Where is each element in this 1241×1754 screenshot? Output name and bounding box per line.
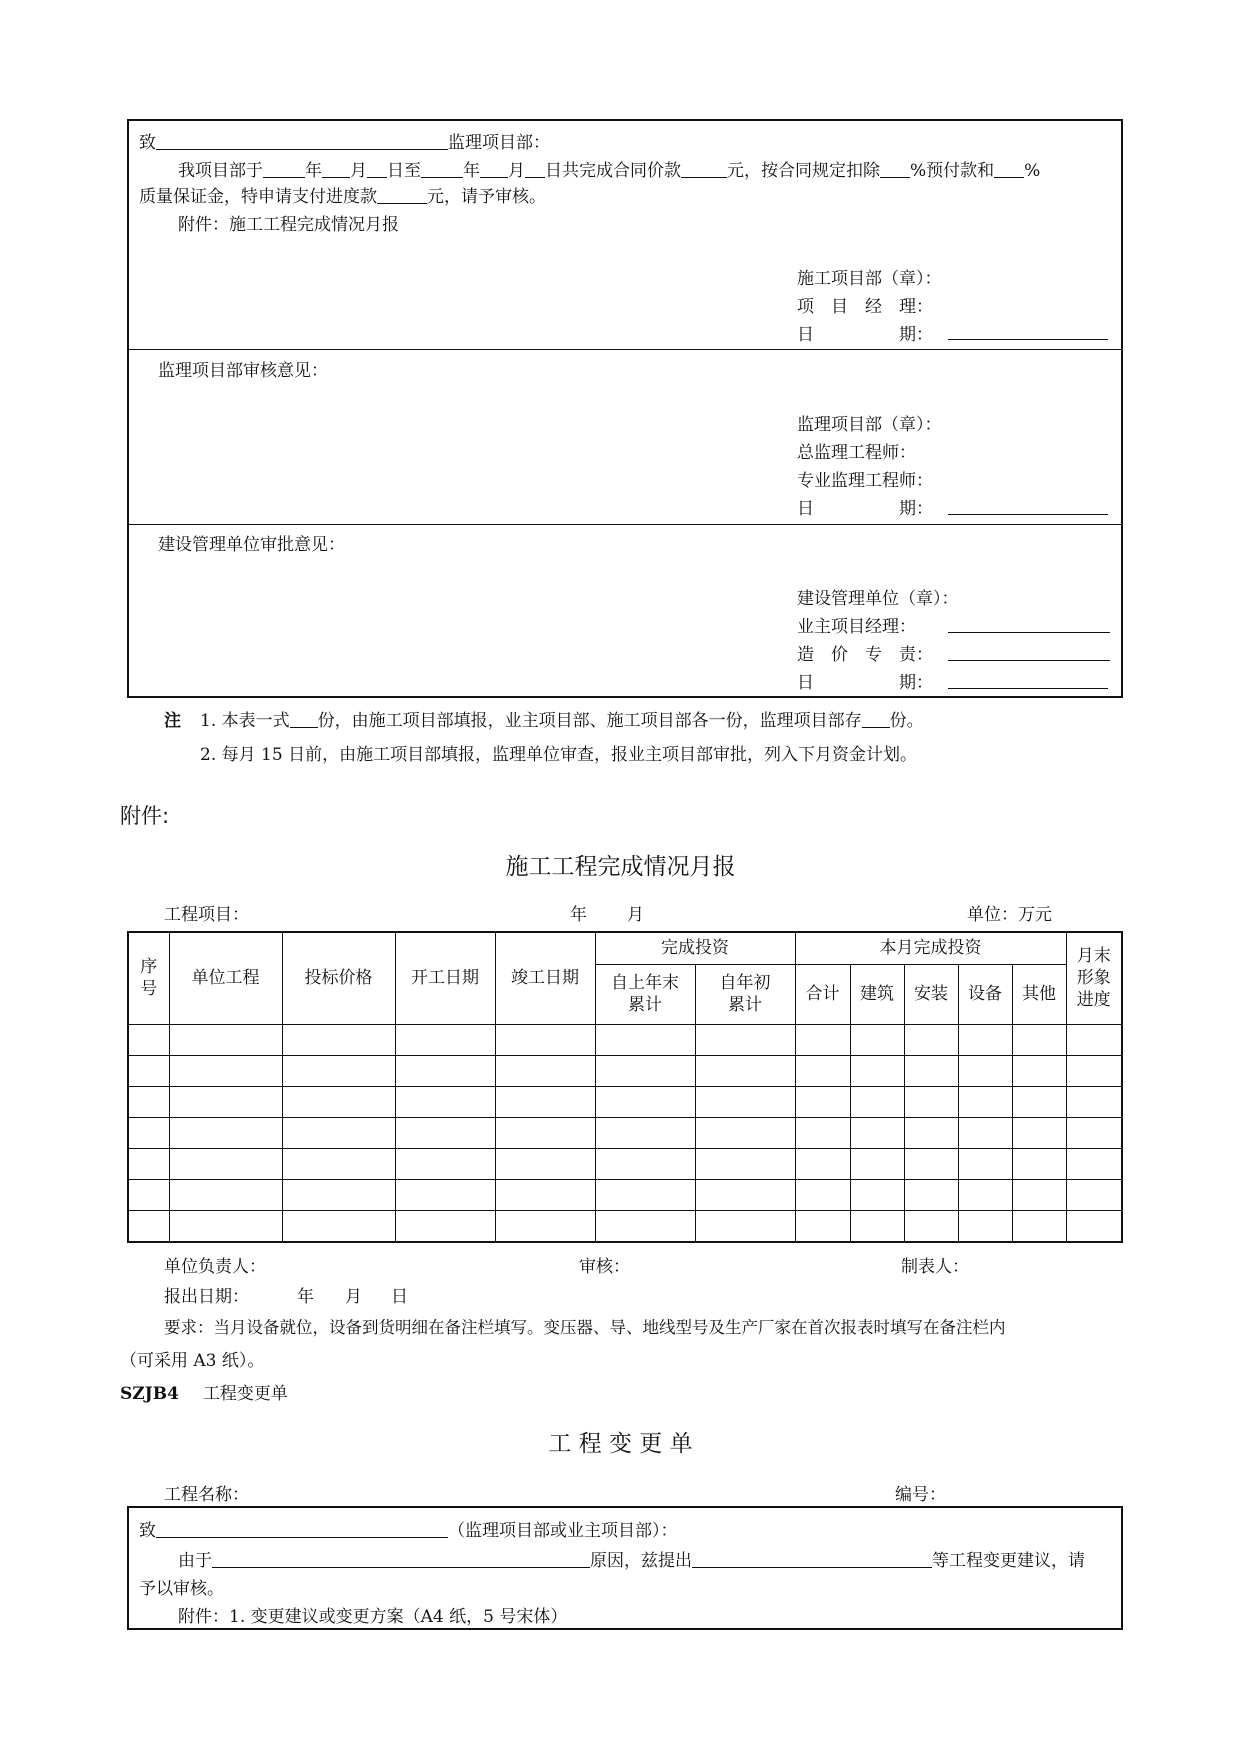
date-year: 年 [297,1287,314,1307]
table-cell[interactable] [1066,1118,1122,1149]
table-cell[interactable] [282,1118,395,1149]
table-cell[interactable] [904,1118,958,1149]
header-building: 建筑 [850,964,904,1024]
table-cell[interactable] [958,1086,1012,1117]
requirement-text-2: （可采用 A3 纸）。 [120,1351,265,1371]
table-cell[interactable] [695,1086,795,1117]
table-cell[interactable] [904,1024,958,1055]
table-cell[interactable] [395,1086,495,1117]
table-cell[interactable] [495,1180,595,1211]
owner-approval-title: 建设管理单位审批意见： [158,535,345,555]
reason-blank[interactable] [212,1550,590,1568]
attachment-heading: 附件: [120,804,170,828]
table-cell[interactable] [850,1024,904,1055]
notes-label: 注 [164,711,181,731]
owner-stamp-label: 建设管理单位（章）： [797,589,959,609]
chief-engineer-label: 总监理工程师： [797,443,916,463]
divider [129,349,1121,350]
table-cell[interactable] [904,1055,958,1086]
table-cell[interactable] [169,1149,282,1180]
table-cell[interactable] [795,1118,850,1149]
month-label: 月 [627,905,644,925]
section-title: 工程变更单 [202,1384,288,1404]
table-cell[interactable] [795,1086,850,1117]
header-unit-work: 单位工程 [169,932,282,1024]
proposal-blank[interactable] [692,1550,932,1568]
cost-officer-label: 造 价 专 责： [797,645,933,665]
date-label: 日 期： [797,673,933,693]
table-cell[interactable] [1012,1211,1066,1242]
table-cell[interactable] [595,1118,695,1149]
project-manager-label: 项 目 经 理： [797,297,933,317]
table-cell[interactable] [904,1086,958,1117]
table-cell[interactable] [282,1024,395,1055]
table-cell[interactable] [495,1086,595,1117]
table-cell[interactable] [395,1024,495,1055]
table-cell[interactable] [850,1211,904,1242]
to-prefix: 致 [139,133,156,153]
table-row [128,1086,1122,1117]
supervision-review-title: 监理项目部审核意见： [158,361,328,381]
table-cell[interactable] [1066,1211,1122,1242]
table-cell[interactable] [695,1024,795,1055]
table-cell[interactable] [1012,1180,1066,1211]
table-cell[interactable] [169,1055,282,1086]
table-cell[interactable] [958,1180,1012,1211]
request-line-1: 我项目部于 年 月 日至 年 月 日共完成合同价款 元，按合同规定扣除 %预付款和 % [178,161,1041,181]
table-cell[interactable] [395,1211,495,1242]
table-cell[interactable] [695,1180,795,1211]
header-bid-price: 投标价格 [282,932,395,1024]
table-cell[interactable] [795,1149,850,1180]
table-cell[interactable] [904,1211,958,1242]
table-cell[interactable] [958,1055,1012,1086]
attachment-note: 附件：施工工程完成情况月报 [178,215,399,235]
table-cell[interactable] [595,1149,695,1180]
note-1: 1. 本表一式 份，由施工项目部填报，业主项目部、施工项目部各一份，监理项目部存 份。 [200,711,924,731]
blank[interactable] [525,160,545,178]
change-reason-line-2: 予以审核。 [139,1579,224,1599]
year-label: 年 [570,905,587,925]
date-day: 日 [391,1287,408,1307]
change-attachment: 附件：1. 变更建议或变更方案（A4 纸，5 号宋体） [178,1607,568,1627]
table-cell[interactable] [904,1149,958,1180]
date-blank[interactable] [948,688,1108,689]
table-cell[interactable] [282,1086,395,1117]
table-cell[interactable] [850,1055,904,1086]
table-cell[interactable] [282,1180,395,1211]
review-label: 审核： [579,1257,630,1277]
header-other: 其他 [1012,964,1066,1024]
table-row [128,1024,1122,1055]
header-total: 合计 [795,964,850,1024]
table-body [128,1024,1122,1242]
blank[interactable] [994,160,1024,178]
table-cell[interactable] [495,1211,595,1242]
table-cell[interactable] [795,1024,850,1055]
header-seq: 序 号 [128,932,169,1024]
table-cell[interactable] [1012,1024,1066,1055]
monthly-report-table [127,931,1123,1243]
table-cell[interactable] [169,1118,282,1149]
table-cell[interactable] [1066,1086,1122,1117]
table-cell[interactable] [595,1024,695,1055]
blank[interactable] [480,160,508,178]
table-cell[interactable] [128,1024,169,1055]
table-cell[interactable] [495,1024,595,1055]
table-cell[interactable] [128,1211,169,1242]
cost-officer-blank[interactable] [948,660,1110,661]
requirement-text: 要求：当月设备就位，设备到货明细在备注栏填写。变压器、导、地线型号及生产厂家在首次报表时填写在备注栏内 [164,1318,1006,1337]
header-start-date: 开工日期 [395,932,495,1024]
date-month: 月 [345,1287,362,1307]
date-blank[interactable] [948,339,1108,340]
table-cell[interactable] [282,1055,395,1086]
table-row [128,1118,1122,1149]
change-addressee-line: 致 （监理项目部或业主项目部）： [139,1521,678,1541]
table-cell[interactable] [958,1024,1012,1055]
table-cell[interactable] [695,1211,795,1242]
blank[interactable] [421,160,463,178]
table-cell[interactable] [282,1211,395,1242]
table-row [128,1211,1122,1242]
supervision-stamp-label: 监理项目部（章）： [797,415,942,435]
addressee-blank[interactable] [156,132,448,150]
table-cell[interactable] [595,1211,695,1242]
note-2: 2. 每月 15 日前，由施工项目部填报，监理单位审查，报业主项目部审批，列入下月资金计划。 [200,745,918,765]
blank[interactable] [681,160,727,178]
table-cell[interactable] [595,1086,695,1117]
table-cell[interactable] [128,1086,169,1117]
maker-label: 制表人： [901,1257,969,1277]
table-cell[interactable] [495,1055,595,1086]
table-cell[interactable] [595,1055,695,1086]
table-cell[interactable] [1066,1149,1122,1180]
table-cell[interactable] [395,1149,495,1180]
addressee-line [139,128,550,153]
blank[interactable] [880,160,910,178]
blank[interactable] [322,160,350,178]
header-from-last-year: 自上年末 累计 [595,964,695,1024]
header-equipment: 设备 [958,964,1012,1024]
contractor-stamp-label: 施工项目部（章）： [797,269,942,289]
header-completed-invest: 完成投资 [595,932,795,964]
blank[interactable] [367,160,387,178]
table-cell[interactable] [495,1118,595,1149]
date-label: 日 期： [797,325,933,345]
table-cell[interactable] [850,1180,904,1211]
header-install: 安装 [904,964,958,1024]
table-cell[interactable] [1066,1180,1122,1211]
change-title: 工 程 变 更 单 [548,1431,693,1457]
section-code: SZJB4 [120,1384,179,1404]
table-cell[interactable] [958,1118,1012,1149]
table-cell[interactable] [1066,1055,1122,1086]
change-reason-line: 由于 原因，兹提出 等工程变更建议，请 [178,1551,1085,1571]
section-heading [120,1379,288,1404]
table-cell[interactable] [695,1149,795,1180]
blank[interactable] [862,710,890,728]
report-date-label: 报出日期： [164,1287,249,1307]
table-cell[interactable] [1012,1055,1066,1086]
blank[interactable] [377,186,427,204]
table-cell[interactable] [958,1149,1012,1180]
table-cell[interactable] [1012,1149,1066,1180]
table-cell[interactable] [128,1055,169,1086]
table-row [128,1180,1122,1211]
table-cell[interactable] [850,1086,904,1117]
table-cell[interactable] [795,1211,850,1242]
date-blank[interactable] [948,514,1108,515]
owner-manager-blank[interactable] [948,632,1110,633]
table-cell[interactable] [850,1149,904,1180]
table-cell[interactable] [128,1149,169,1180]
table-cell[interactable] [169,1180,282,1211]
date-label: 日 期： [797,499,933,519]
header-end-date: 竣工日期 [495,932,595,1024]
header-month-invest: 本月完成投资 [795,932,1066,964]
header-from-year-start: 自年初 累计 [695,964,795,1024]
table-cell[interactable] [169,1024,282,1055]
table-cell[interactable] [695,1055,795,1086]
table-cell[interactable] [695,1118,795,1149]
table-cell[interactable] [169,1211,282,1242]
table-cell[interactable] [128,1180,169,1211]
blank[interactable] [290,710,318,728]
request-line-2: 质量保证金，特申请支付进度款 元，请予审核。 [139,187,546,207]
table-cell[interactable] [795,1180,850,1211]
table-cell[interactable] [1066,1024,1122,1055]
header-progress: 月末 形象 进度 [1066,932,1122,1024]
table-cell[interactable] [395,1118,495,1149]
responsible-label: 单位负责人： [164,1257,266,1277]
table-cell[interactable] [1012,1118,1066,1149]
table-cell[interactable] [395,1055,495,1086]
divider [129,524,1121,525]
table-cell[interactable] [958,1211,1012,1242]
report-title: 施工工程完成情况月报 [505,854,736,880]
blank[interactable] [263,160,305,178]
table-cell[interactable] [595,1180,695,1211]
unit-label: 单位：万元 [967,905,1052,925]
table-cell[interactable] [282,1149,395,1180]
addressee-blank[interactable] [156,1520,448,1538]
table-cell[interactable] [795,1055,850,1086]
to-suffix: 监理项目部： [448,133,550,153]
owner-manager-label: 业主项目经理： [797,617,916,637]
table-cell[interactable] [169,1086,282,1117]
project-label: 工程项目： [164,905,249,925]
table-cell[interactable] [128,1118,169,1149]
table-cell[interactable] [850,1118,904,1149]
table-row [128,1149,1122,1180]
table-cell[interactable] [495,1149,595,1180]
table-cell[interactable] [395,1180,495,1211]
number-label: 编号： [895,1485,946,1505]
table-cell[interactable] [904,1180,958,1211]
table-row [128,1055,1122,1086]
specialty-engineer-label: 专业监理工程师： [797,471,933,491]
table-cell[interactable] [1012,1086,1066,1117]
project-name-label: 工程名称： [164,1485,249,1505]
